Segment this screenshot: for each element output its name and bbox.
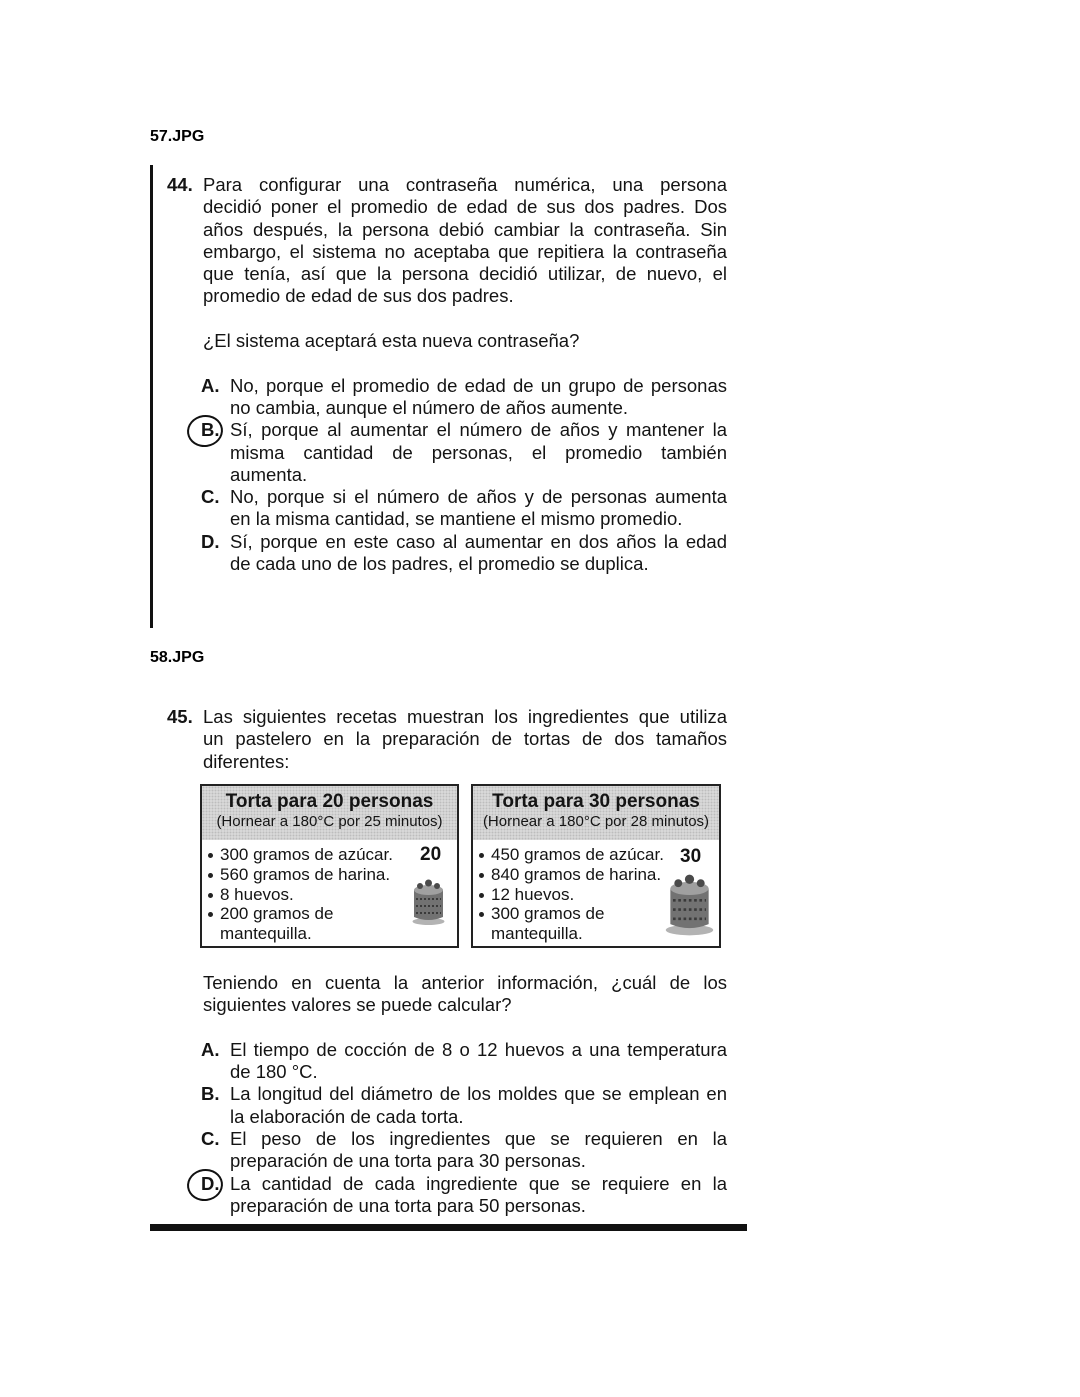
- option-b: [201, 1083, 727, 1128]
- question-number: 45.: [167, 706, 193, 727]
- scan-margin-bar: [150, 165, 153, 628]
- option-text-line: No, porque si el número de años y de personas aumenta: [230, 486, 727, 508]
- option-c: [201, 486, 727, 531]
- ingredient-text: 450 gramos de azúcar.: [491, 845, 664, 864]
- ingredient-item: [202, 885, 393, 905]
- ingredient-list: [473, 845, 664, 944]
- option-text-line: no cambia, aunque el número de años aumente.: [230, 396, 629, 418]
- cake-icon: [410, 873, 447, 926]
- question-prompt: [203, 972, 727, 1017]
- ingredient-text: 200 gramos de: [220, 904, 334, 924]
- option-letter: D.: [201, 1172, 220, 1194]
- option-text-line: Sí, porque en este caso al aumentar en dos años la edad: [230, 530, 727, 552]
- bullet-icon: [208, 873, 213, 878]
- option-text-line: de cada uno de los padres, el promedio se duplica.: [230, 553, 649, 575]
- option-letter: B.: [201, 1083, 220, 1105]
- recipe-title: Torta para 20 personas: [225, 791, 434, 812]
- bullet-icon: [479, 912, 484, 917]
- recipe-baking-note: (Hornear a 180°C por 28 minutos): [482, 813, 710, 830]
- ingredient-text: 300 gramos de: [491, 904, 605, 924]
- question-stem: [203, 174, 727, 308]
- stem-line: que tenía, así que la persona decidió utilizar, de nuevo, el: [203, 263, 727, 285]
- ingredient-text: 840 gramos de harina.: [491, 864, 662, 884]
- ingredient-text: 12 huevos.: [491, 884, 575, 904]
- question-intro: [203, 706, 727, 773]
- stem-line: Para configurar una contraseña numérica, una persona: [203, 174, 727, 195]
- bullet-icon: [208, 853, 213, 858]
- prompt-line: Teniendo en cuenta la anterior información, ¿cuál de los: [203, 972, 727, 993]
- ingredient-item: [473, 845, 664, 865]
- option-text-line: El tiempo de cocción de 8 o 12 huevos a una temperatura: [230, 1038, 727, 1060]
- stem-line: promedio de edad de sus dos padres.: [203, 285, 514, 307]
- recipe-card-30: [471, 784, 721, 948]
- ingredient-item: [202, 845, 393, 865]
- stem-line: embargo, el sistema no aceptaba que repitiera la contraseña: [203, 240, 727, 262]
- option-letter: B.: [201, 419, 220, 441]
- bullet-icon: [479, 893, 484, 898]
- ingredient-text: 8 huevos.: [220, 884, 294, 904]
- prompt-line: siguientes valores se puede calcular?: [203, 994, 512, 1016]
- option-a: [201, 374, 727, 420]
- question-45-continued: [167, 972, 727, 1217]
- ingredient-list: [202, 845, 393, 944]
- recipe-title: Torta para 30 personas: [492, 791, 700, 812]
- answer-options: [201, 1038, 727, 1217]
- option-text-line: en la misma cantidad, se mantiene el mismo promedio.: [230, 508, 683, 530]
- option-letter: A.: [201, 1038, 220, 1060]
- scan-bottom-bar: [150, 1224, 747, 1231]
- file-label: 57.JPG: [150, 128, 205, 145]
- option-text-line: El peso de los ingredientes que se requieren en la: [230, 1128, 727, 1150]
- option-text-line: La longitud del diámetro de los moldes que se emplean en: [230, 1083, 727, 1105]
- recipe-header: [473, 786, 719, 840]
- ingredient-item: [473, 865, 664, 885]
- ingredient-item: [473, 904, 664, 944]
- ingredient-item: [473, 885, 664, 905]
- ingredient-text: 300 gramos de azúcar.: [220, 845, 393, 864]
- option-d: [201, 530, 727, 576]
- intro-line: diferentes:: [203, 750, 290, 772]
- question-44: [167, 174, 727, 575]
- bullet-icon: [479, 873, 484, 878]
- bullet-icon: [479, 853, 484, 858]
- option-text-line: de 180 °C.: [230, 1061, 318, 1083]
- option-text-line: No, porque el promedio de edad de un grupo de personas: [230, 374, 727, 396]
- option-letter: D.: [201, 530, 220, 552]
- option-d: [201, 1172, 727, 1218]
- stem-line: decidió poner el promedio de edad de sus dos padres. Dos: [203, 196, 727, 218]
- ingredient-item: [202, 865, 393, 885]
- servings-number: 20: [420, 844, 442, 865]
- recipe-header: [202, 786, 457, 840]
- option-text-line: La cantidad de cada ingrediente que se requiere en la: [230, 1172, 727, 1194]
- option-text-line: preparación de una torta para 50 personas.: [230, 1194, 586, 1216]
- option-text-line: misma cantidad de personas, el promedio también: [230, 441, 727, 463]
- file-label: 58.JPG: [150, 649, 205, 666]
- question-prompt: [203, 330, 727, 352]
- option-letter: C.: [201, 486, 220, 508]
- prompt-line: ¿El sistema aceptará esta nueva contraseña?: [203, 330, 580, 352]
- ingredient-text: mantequilla.: [491, 924, 583, 944]
- ingredient-item: [202, 904, 393, 944]
- intro-line: un pastelero en la preparación de tortas de dos tamaños: [203, 728, 727, 750]
- bullet-icon: [208, 893, 213, 898]
- option-letter: C.: [201, 1128, 220, 1150]
- question-45: [167, 706, 727, 773]
- answer-options: [201, 374, 727, 576]
- intro-line: Las siguientes recetas muestran los ingredientes que utiliza: [203, 706, 727, 727]
- ingredient-text: 560 gramos de harina.: [220, 864, 391, 884]
- option-c: [201, 1128, 727, 1173]
- servings-number: 30: [680, 846, 702, 867]
- question-number: 44.: [167, 174, 193, 195]
- stem-line: años después, la persona debió cambiar la contraseña. Sin: [203, 218, 727, 240]
- option-text-line: aumenta.: [230, 463, 308, 485]
- option-text-line: la elaboración de cada torta.: [230, 1105, 464, 1127]
- cake-icon: [665, 866, 714, 936]
- recipe-card-20: [200, 784, 459, 948]
- option-text-line: preparación de una torta para 30 personas.: [230, 1150, 586, 1172]
- option-a: [201, 1038, 727, 1084]
- bullet-icon: [208, 912, 213, 917]
- recipe-baking-note: (Hornear a 180°C por 25 minutos): [216, 813, 443, 830]
- ingredient-text: mantequilla.: [220, 924, 312, 944]
- option-letter: A.: [201, 374, 220, 396]
- option-text-line: Sí, porque al aumentar el número de años y mantener la: [230, 419, 727, 441]
- option-b: [201, 419, 727, 486]
